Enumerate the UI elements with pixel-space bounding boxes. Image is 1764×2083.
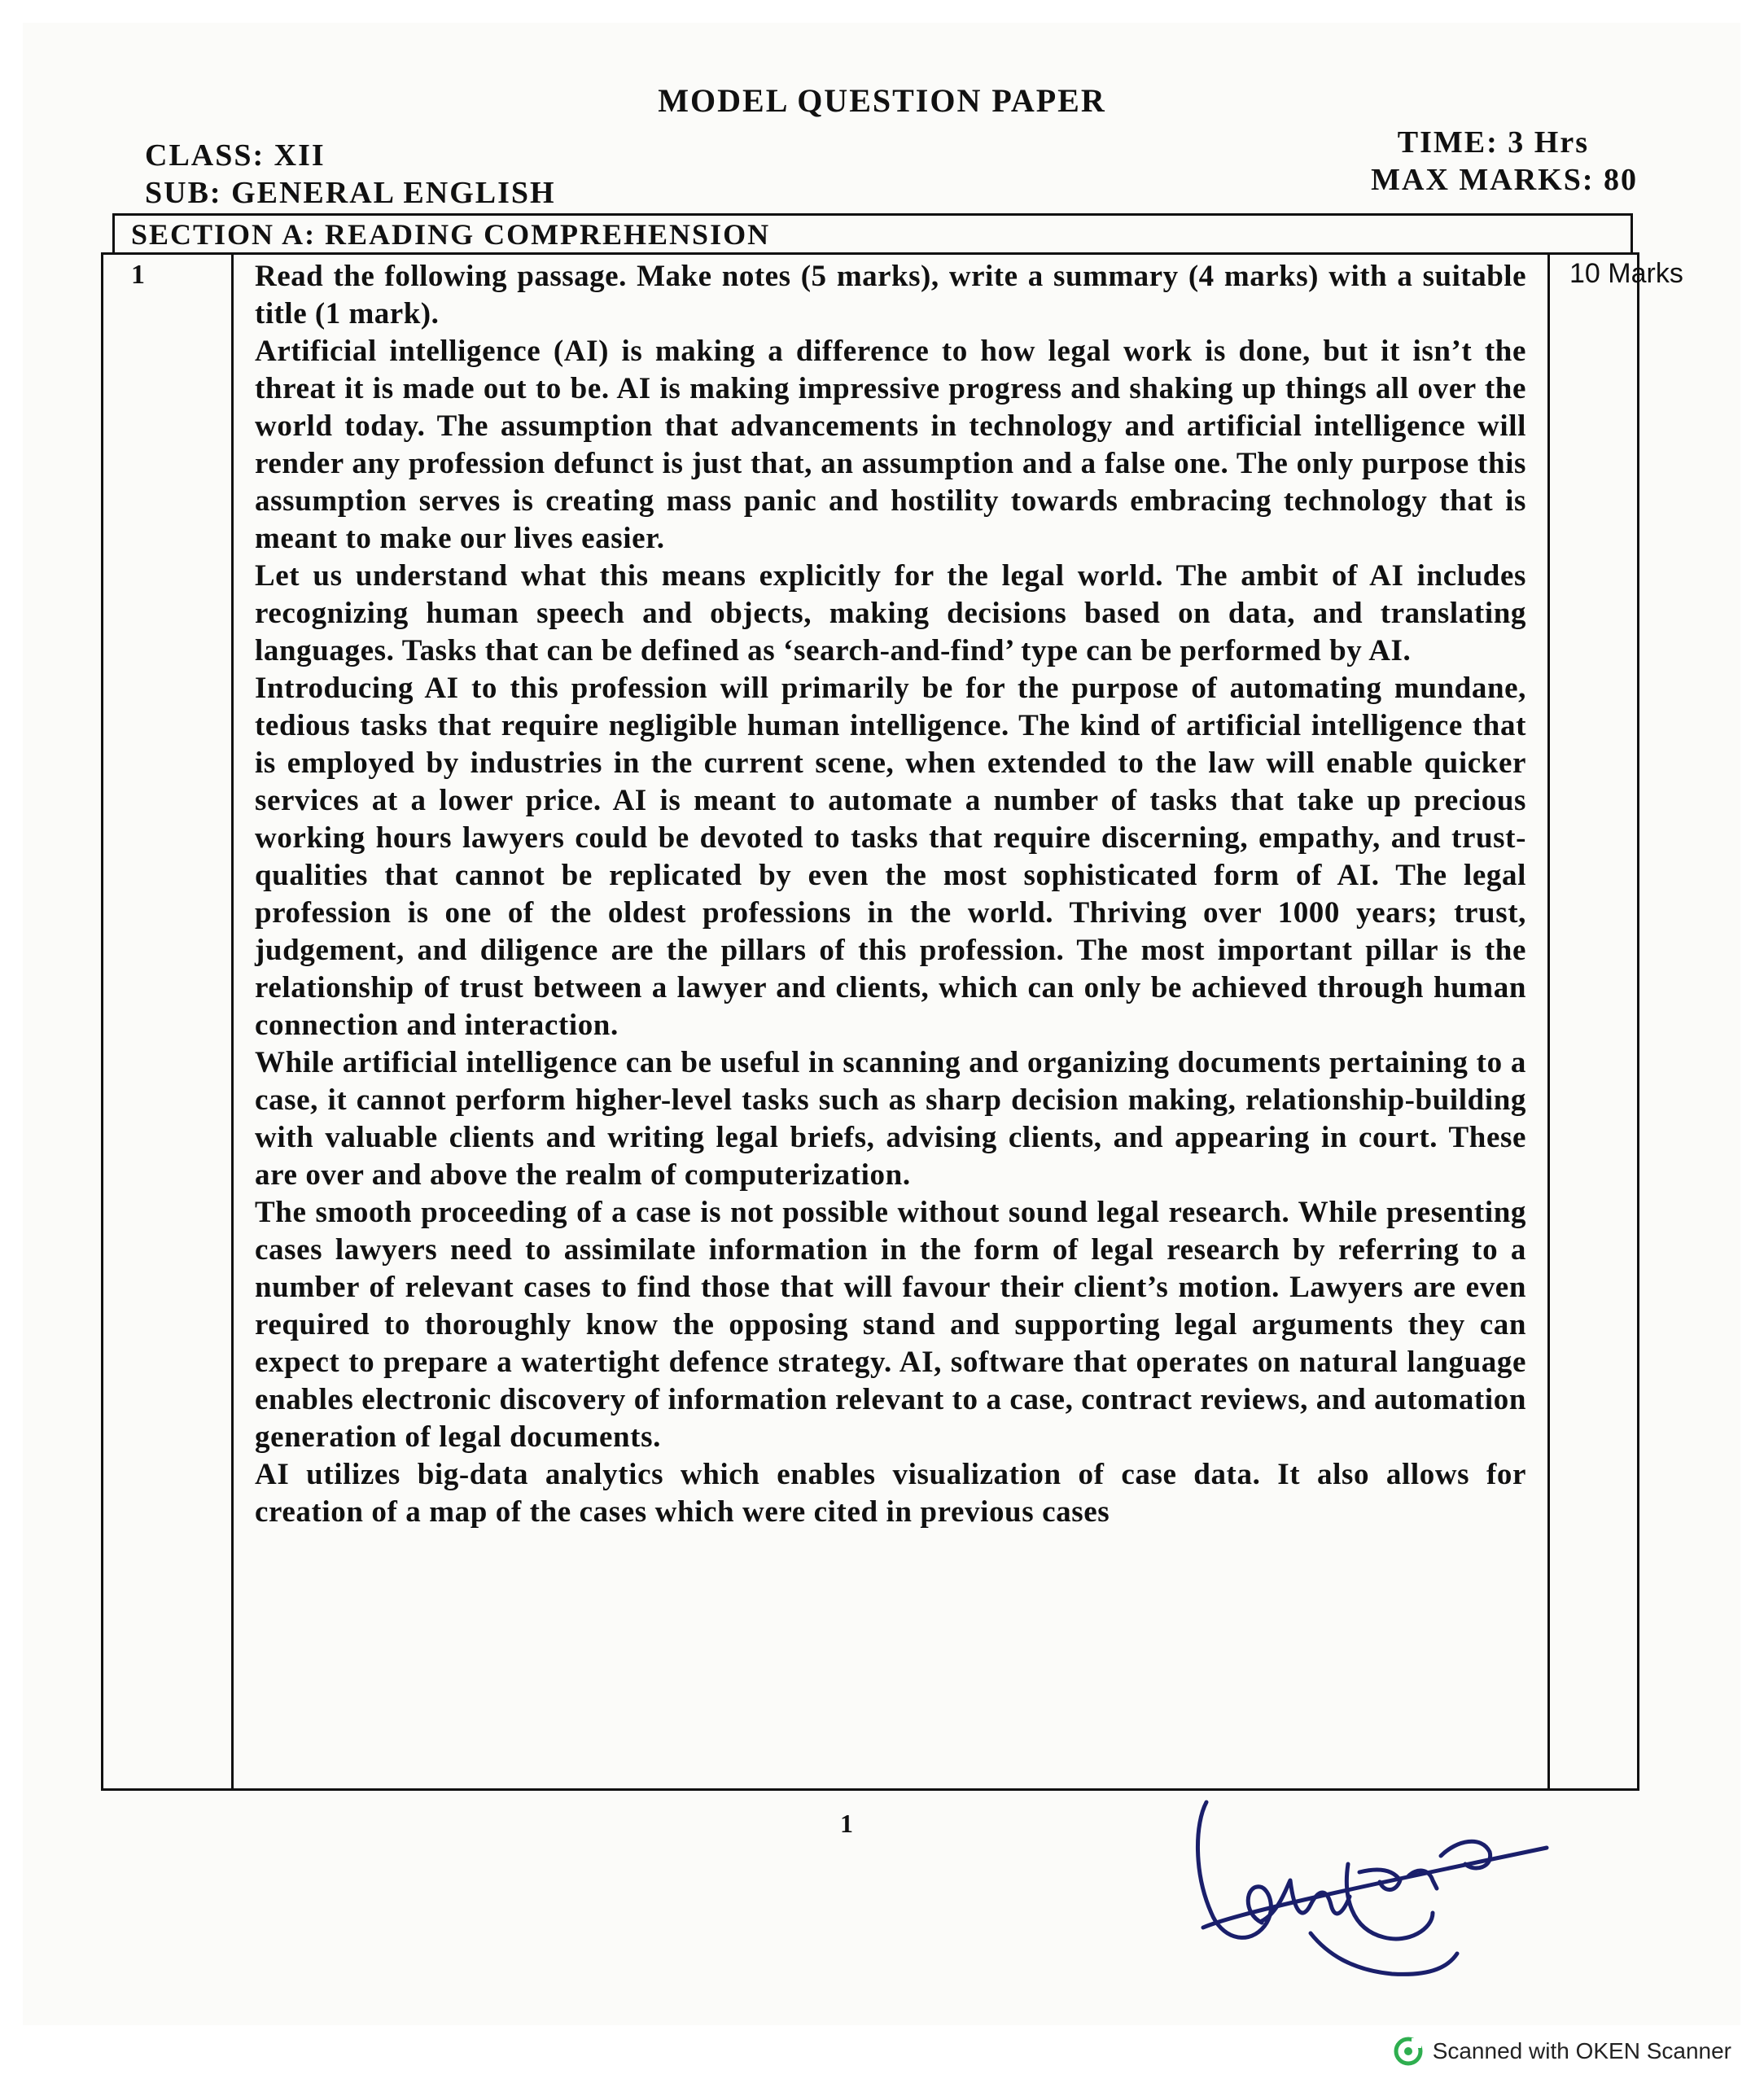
marks-cell — [1550, 255, 1683, 1788]
time-marks-block — [1371, 124, 1638, 199]
question-instruction: Read the following passage. Make notes (5 marks), write a summary (4 marks) with a suitable title (1 mark). — [255, 260, 1526, 330]
passage-paragraph: While artificial intelligence can be useful in scanning and organizing documents pertaining to a case, it cannot perform higher-level tasks such as sharp decision making, relationship-building with valuable clients and writing legal briefs, advising clients, and appearing in court. These are over and above the realm of computerization. — [255, 1046, 1526, 1192]
page-number: 1 — [840, 1809, 853, 1838]
passage-paragraph: Let us understand what this means explicitly for the legal world. The ambit of AI includes recognizing human speech and objects, making decisions based on data, and translating languages. Tasks that can be defined as ‘search-and-find’ type can be performed by AI. — [255, 559, 1526, 667]
question-body-cell — [234, 255, 1550, 1788]
question-marks: 10 Marks — [1569, 258, 1683, 289]
passage-paragraph: The smooth proceeding of a case is not possible without sound legal research. While presenting cases lawyers need to assimilate information in the form of legal research by referring to a number of relevant cases to find those that will favour their client’s motion. Lawyers are even required to thoroughly know the opposing stand and supporting legal arguments they can expect to prepare a watertight defence strategy. AI, software that operates on natural language enables electronic discovery of information relevant to a case, contract reviews, and automation generation of legal documents. — [255, 1196, 1527, 1454]
time-label: TIME: 3 Hrs — [1397, 125, 1589, 160]
question-number: 1 — [131, 260, 145, 290]
scanner-text: Scanned with OKEN Scanner — [1432, 2038, 1731, 2063]
passage-paragraph: Introducing AI to this profession will primarily be for the purpose of automating mundane, tedious tasks that require negligible human intelligence. The kind of artificial intelligence that is employed by industries in the current scene, when extended to the law will enable quicker services at a lower price. AI is meant to automate a number of tasks that take up precious working hours lawyers could be devoted to tasks that require discerning, empathy, and trust- qualities that cannot be replicated by even the most sophisticated form of AI. The legal profession is one of the oldest professions in the world. Thriving over 1000 years; trust, judgement, and diligence are the pillars of this profession. The most important pillar is the relationship of trust between a lawyer and clients, which can only be achieved through human connection and interaction. — [255, 672, 1526, 1042]
class-subject-block — [145, 137, 556, 212]
question-number-cell — [103, 255, 234, 1788]
section-title: SECTION A: READING COMPREHENSION — [131, 218, 771, 251]
subject-label: SUB: GENERAL ENGLISH — [145, 176, 556, 210]
class-label: CLASS: XII — [145, 138, 326, 173]
question-table — [101, 252, 1683, 1791]
passage-paragraph: Artificial intelligence (AI) is making a difference to how legal work is done, but it isn’t the threat it is made out to be. AI is making impressive progress and shaking up things all over the world today. The assumption that advancements in technology and artificial intelligence will render any profession defunct is just that, an assumption and a false one. The only purpose this assumption serves is creating mass panic and hostility towards embracing technology that is meant to make our lives easier. — [255, 335, 1526, 555]
signature — [1188, 1791, 1579, 1986]
scanner-watermark — [1394, 2037, 1731, 2066]
max-marks-label: MAX MARKS: 80 — [1371, 163, 1638, 197]
oken-scanner-logo-icon — [1394, 2037, 1423, 2066]
page-title: MODEL QUESTION PAPER — [658, 82, 1106, 119]
passage-paragraph: AI utilizes big-data analytics which enables visualization of case data. It also allows for creation of a map of the cases which were cited in previous cases — [255, 1458, 1526, 1529]
section-header — [112, 213, 1633, 252]
